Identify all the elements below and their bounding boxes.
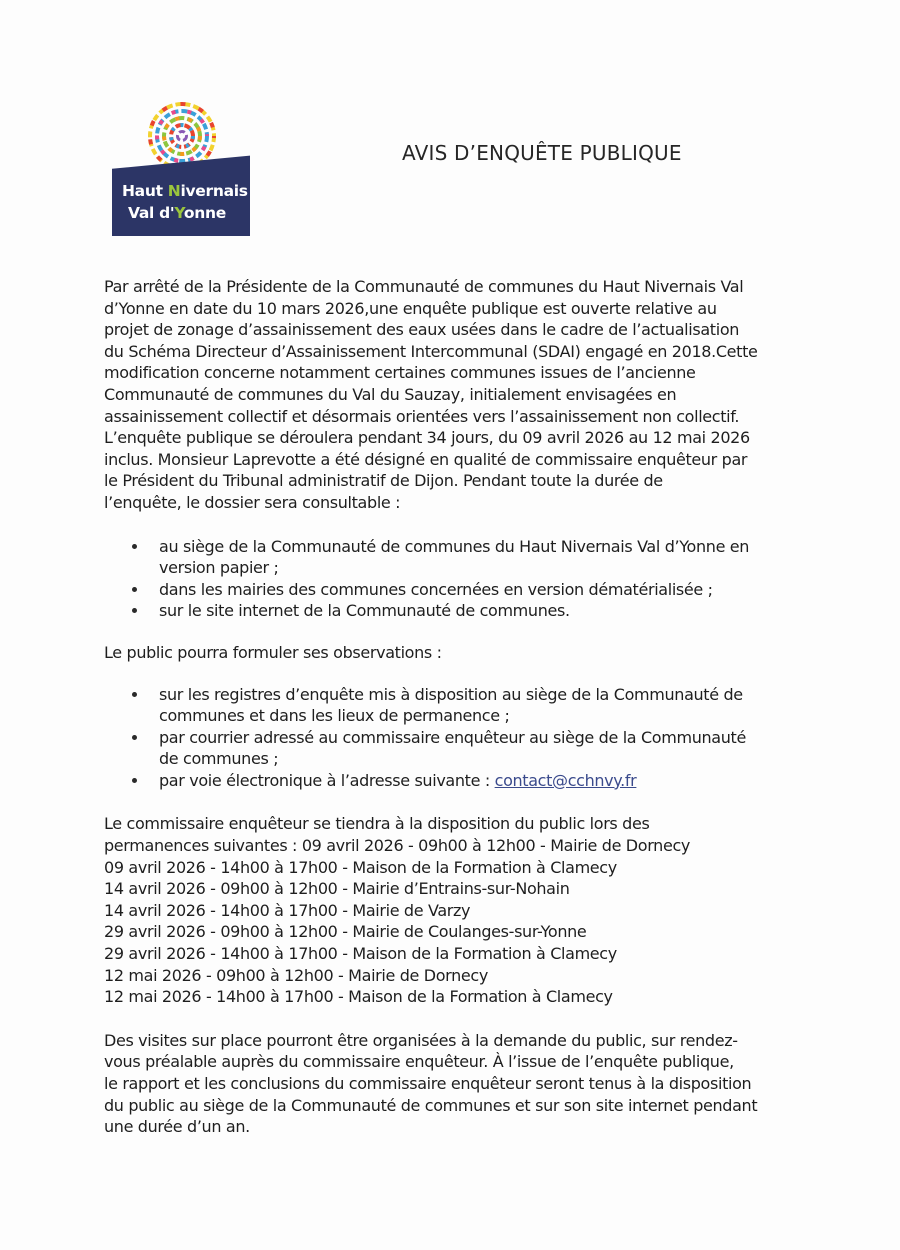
list-item-text: par courrier adressé au commissaire enquêteur au siège de la Communauté <box>159 727 746 747</box>
intro-line: d’Yonne en date du 10 mars 2026,une enquête publique est ouverte relative au <box>104 298 717 318</box>
bullet-icon <box>132 692 137 697</box>
list-item-text: version papier ; <box>159 558 279 578</box>
intro-line: du Schéma Directeur d’Assainissement Intercommunal (SDAI) engagé en 2018.Cette <box>104 341 758 361</box>
consultation-list <box>104 536 834 622</box>
permanences-paragraph <box>104 813 834 1007</box>
closing-line: vous préalable auprès du commissaire enquêteur. À l’issue de l’enquête publique, <box>104 1052 734 1072</box>
permanences-intro: Le commissaire enquêteur se tiendra à la disposition du public lors des <box>104 814 650 834</box>
permanence-entry: 12 mai 2026 - 14h00 à 17h00 - Maison de la Formation à Clamecy <box>104 987 613 1007</box>
intro-line: le Président du Tribunal administratif de Dijon. Pendant toute la durée de <box>104 471 663 491</box>
bullet-icon <box>132 735 137 740</box>
list-item-text: au siège de la Communauté de communes du Haut Nivernais Val d’Yonne en <box>159 536 750 556</box>
page-title: AVIS D’ENQUÊTE PUBLIQUE <box>402 141 682 165</box>
intro-line: l’enquête, le dossier sera consultable : <box>104 492 401 512</box>
logo-line-2: Val d'Yonne <box>128 204 226 222</box>
list-item <box>159 600 834 622</box>
permanence-entry: 29 avril 2026 - 09h00 à 12h00 - Mairie de Coulanges-sur-Yonne <box>104 922 587 942</box>
bullet-icon <box>132 608 137 613</box>
list-item-text: communes et dans les lieux de permanence ; <box>159 706 510 726</box>
permanence-entry: 29 avril 2026 - 14h00 à 17h00 - Maison de la Formation à Clamecy <box>104 944 617 964</box>
list-item <box>159 579 834 601</box>
intro-line: inclus. Monsieur Laprevotte a été désigné en qualité de commissaire enquêteur par <box>104 449 748 469</box>
list-item-text: par voie électronique à l’adresse suivante : <box>159 770 495 790</box>
list-item-text: sur le site internet de la Communauté de communes. <box>159 601 570 621</box>
list-item-text: dans les mairies des communes concernées en version dématérialisée ; <box>159 579 713 599</box>
intro-line: Par arrêté de la Présidente de la Communauté de communes du Haut Nivernais Val <box>104 277 744 296</box>
observations-heading: Le public pourra formuler ses observations : <box>104 642 442 662</box>
logo-line-1: Haut Nivernais <box>122 182 248 200</box>
permanence-entry: 14 avril 2026 - 09h00 à 12h00 - Mairie d’Entrains-sur-Nohain <box>104 879 570 899</box>
bullet-icon <box>132 778 137 783</box>
list-item <box>159 727 834 770</box>
permanence-entry: 14 avril 2026 - 14h00 à 17h00 - Mairie de Varzy <box>104 900 471 920</box>
intro-line: Communauté de communes du Val du Sauzay, initialement envisagées en <box>104 384 677 404</box>
intro-line: projet de zonage d’assainissement des eaux usées dans le cadre de l’actualisation <box>104 320 740 340</box>
observations-list <box>104 684 834 792</box>
logo-haut-nivernais-val-dyonne <box>112 96 250 238</box>
list-item-text: de communes ; <box>159 749 279 769</box>
intro-paragraph <box>104 276 834 514</box>
closing-line: du public au siège de la Communauté de communes et sur son site internet pendant <box>104 1095 758 1115</box>
bullet-icon <box>132 544 137 549</box>
permanence-entry: permanences suivantes : 09 avril 2026 - 09h00 à 12h00 - Mairie de Dornecy <box>104 836 691 856</box>
bullet-icon <box>132 587 137 592</box>
closing-line: Des visites sur place pourront être organisées à la demande du public, sur rendez- <box>104 1030 738 1050</box>
list-item <box>159 684 834 727</box>
intro-line: L’enquête publique se déroulera pendant 34 jours, du 09 avril 2026 au 12 mai 2026 <box>104 428 750 448</box>
email-link[interactable]: contact@cchnvy.fr <box>494 770 637 790</box>
notice-body <box>104 276 834 1138</box>
permanence-entry: 09 avril 2026 - 14h00 à 17h00 - Maison de la Formation à Clamecy <box>104 857 617 877</box>
list-item <box>159 536 834 579</box>
permanence-entry: 12 mai 2026 - 09h00 à 12h00 - Mairie de Dornecy <box>104 965 488 985</box>
intro-line: modification concerne notamment certaines communes issues de l’ancienne <box>104 363 696 383</box>
closing-line: le rapport et les conclusions du commissaire enquêteur seront tenus à la disposition <box>104 1074 752 1093</box>
list-item <box>159 770 834 792</box>
closing-paragraph <box>104 1030 834 1138</box>
intro-line: assainissement collectif et désormais orientées vers l’assainissement non collectif. <box>104 406 740 426</box>
closing-line: une durée d’un an. <box>104 1117 250 1137</box>
list-item-text: sur les registres d’enquête mis à disposition au siège de la Communauté de <box>159 684 743 704</box>
